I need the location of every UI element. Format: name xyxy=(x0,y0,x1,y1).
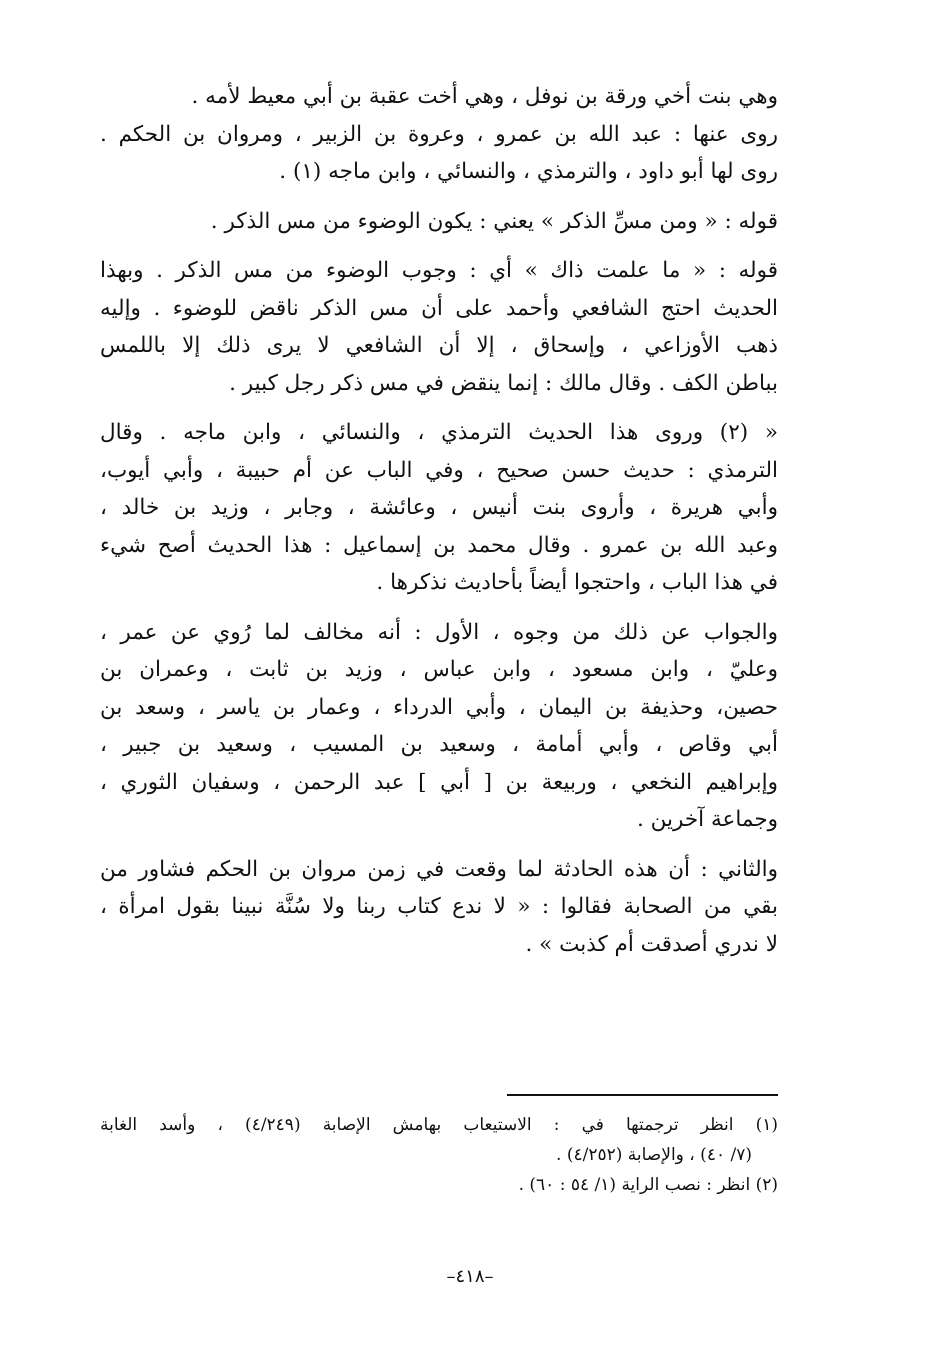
text-line: وعليّ ، وابن مسعود ، وابن عباس ، وزيد بن ثابت ، وعمران بن xyxy=(100,657,778,682)
text-line: قوله : « ومن مسِّ الذكر » يعني : يكون الوضوء من مس الذكر . xyxy=(210,208,778,234)
text-line: والجواب عن ذلك من وجوه ، الأول : أنه مخالف لما رُوي عن عمر ، xyxy=(100,619,778,645)
text-line: بباطن الكف . وقال مالك : إنما ينقض في مس ذكر رجل كبير . xyxy=(229,370,778,396)
footnote-line: (٧/ ٤٠) ، والإصابة (٤/٢٥٢) . xyxy=(556,1145,752,1165)
text-line: روى عنها : عبد الله بن عمرو ، وعروة بن الزبير ، ومروان بن الحكم . xyxy=(100,121,778,147)
paragraph-gap xyxy=(100,240,778,252)
text-line: بقي من الصحابة فقالوا : « لا ندع كتاب ربنا ولا سُنَّة نبينا بقول امرأة ، xyxy=(100,894,778,919)
text-line: وجماعة آخرين . xyxy=(637,807,778,832)
footnote-line: (٢) انظر : نصب الراية (١/ ٥٤ : ٦٠) . xyxy=(518,1175,778,1195)
footnotes xyxy=(100,1110,778,1200)
text-line: قوله : « ما علمت ذاك » أي : وجوب الوضوء من مس الذكر . وبهذا xyxy=(100,258,778,283)
text-line: وعبد الله بن عمرو . وقال محمد بن إسماعيل : هذا الحديث أصح شيء xyxy=(100,532,778,558)
text-line: وهي بنت أخي ورقة بن نوفل ، وهي أخت عقبة بن أبي معيط لأمه . xyxy=(191,84,778,109)
text-line: أبي وقاص ، وأبي أمامة ، وسعيد بن المسيب ، وسعيد بن جبير ، xyxy=(100,732,778,757)
paragraph-gap xyxy=(100,839,778,851)
text-line: وأبي هريرة ، وأروى بنت أنيس ، وعائشة ، وجابر ، وزيد بن خالد ، xyxy=(100,495,778,520)
text-line: وإبراهيم النخعي ، وربيعة بن [ أبي ] عبد الرحمن ، وسفيان الثوري ، xyxy=(100,769,778,795)
footnote-line: (١) انظر ترجمتها في : الاستيعاب بهامش الإصابة (٤/٢٤٩) ، وأسد الغابة xyxy=(100,1115,778,1135)
text-line: لا ندري أصدقت أم كذبت » . xyxy=(525,931,778,957)
text-line: الترمذي : حديث حسن صحيح ، وفي الباب عن أم حبيبة ، وأبي أيوب، xyxy=(100,457,778,483)
text-line: في هذا الباب ، واحتجوا أيضاً بأحاديث نذكرها . xyxy=(376,570,778,595)
footnote-separator xyxy=(507,1094,778,1096)
text-line: ذهب الأوزاعي ، وإسحاق ، إلا أن الشافعي لا يرى ذلك إلا باللمس xyxy=(100,333,778,358)
text-line: حصين، وحذيفة بن اليمان ، وأبي الدرداء ، وعمار بن ياسر ، وسعد بن xyxy=(100,694,778,720)
main-text xyxy=(100,78,778,963)
paragraph-gap xyxy=(100,402,778,414)
paragraph-gap xyxy=(100,191,778,203)
text-line: « (٢) وروى هذا الحديث الترمذي ، والنسائي ، وابن ماجه . وقال xyxy=(100,420,778,445)
paragraph-gap xyxy=(100,602,778,614)
text-line: والثاني : أن هذه الحادثة لما وقعت في زمن مروان بن الحكم فشاور من xyxy=(100,856,778,882)
text-line: الحديث احتج الشافعي وأحمد على أن مس الذكر ناقض للوضوء . وإليه xyxy=(100,295,778,321)
page-number: –٤١٨– xyxy=(446,1266,494,1287)
text-line: روى لها أبو داود ، والترمذي ، والنسائي ، وابن ماجه (١) . xyxy=(279,159,778,184)
